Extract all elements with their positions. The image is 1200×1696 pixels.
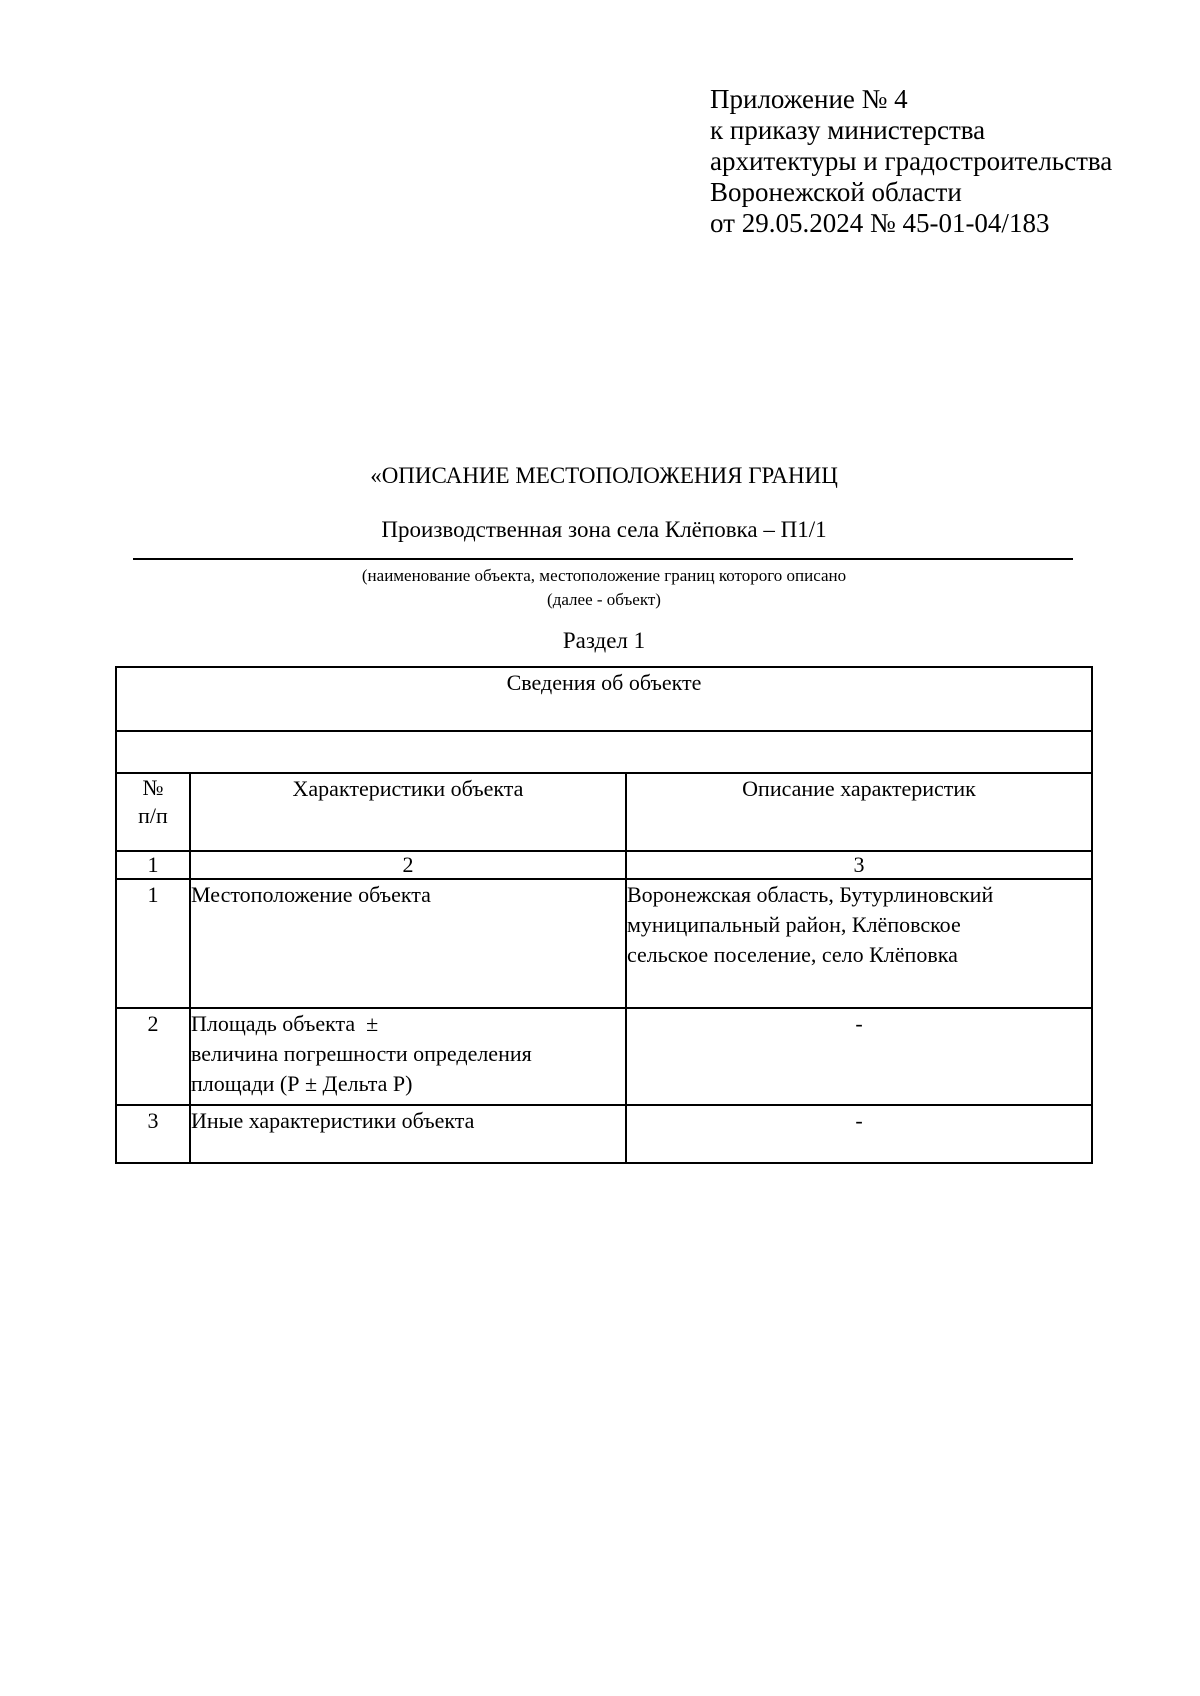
appendix-line: архитектуры и градостроительства [710, 146, 1113, 176]
header-description: Описание характеристик [626, 773, 1092, 851]
header-characteristics: Характеристики объекта [190, 773, 626, 851]
appendix-line: Воронежской области [710, 177, 962, 207]
header-num [116, 773, 190, 851]
row-characteristic: Местоположение объекта [190, 879, 626, 1008]
caption-line: (наименование объекта, местоположение границ которого описано [361, 566, 847, 585]
caption-line: (далее - объект) [547, 590, 661, 609]
object-name-underline [133, 558, 1073, 560]
empty-cell [116, 731, 1092, 773]
section-heading: Раздел 1 [562, 628, 646, 653]
table-empty-row [116, 731, 1092, 773]
table-caption-row [116, 667, 1092, 731]
characteristic-line: площади (Р ± Дельта Р) [191, 1071, 413, 1096]
table-caption: Сведения об объекте [116, 667, 1092, 731]
row-characteristic [190, 1008, 626, 1105]
appendix-line: от 29.05.2024 № 45-01-04/183 [710, 208, 1050, 238]
row-num: 3 [116, 1105, 190, 1163]
header-num-line: № [142, 775, 164, 800]
table-row [116, 1008, 1092, 1105]
table-header-row [116, 773, 1092, 851]
appendix-line: к приказу министерства [710, 115, 986, 145]
description-line: муниципальный район, Клёповское [627, 912, 961, 937]
row-num: 1 [116, 879, 190, 1008]
column-number: 2 [190, 851, 626, 879]
row-num: 2 [116, 1008, 190, 1105]
appendix-header [710, 84, 1112, 239]
table-row [116, 879, 1092, 1008]
characteristic-line: величина погрешности определения [191, 1041, 532, 1066]
object-name-caption [0, 564, 1200, 612]
row-characteristic: Иные характеристики объекта [190, 1105, 626, 1163]
object-name: Производственная зона села Клёповка – П1/1 [381, 517, 827, 542]
description-line: Воронежская область, Бутурлиновский [627, 882, 994, 907]
object-info-table [115, 666, 1093, 1164]
row-description: - [626, 1105, 1092, 1163]
column-number-row [116, 851, 1092, 879]
row-description [626, 879, 1092, 1008]
row-description: - [626, 1008, 1092, 1105]
header-num-line: п/п [138, 803, 168, 828]
column-number: 3 [626, 851, 1092, 879]
description-line: сельское поселение, село Клёповка [627, 942, 958, 967]
characteristic-line: Площадь объекта ± [191, 1011, 379, 1036]
column-number: 1 [116, 851, 190, 879]
appendix-line: Приложение № 4 [710, 84, 908, 114]
table-row [116, 1105, 1092, 1163]
document-title: «ОПИСАНИЕ МЕСТОПОЛОЖЕНИЯ ГРАНИЦ [370, 463, 838, 488]
